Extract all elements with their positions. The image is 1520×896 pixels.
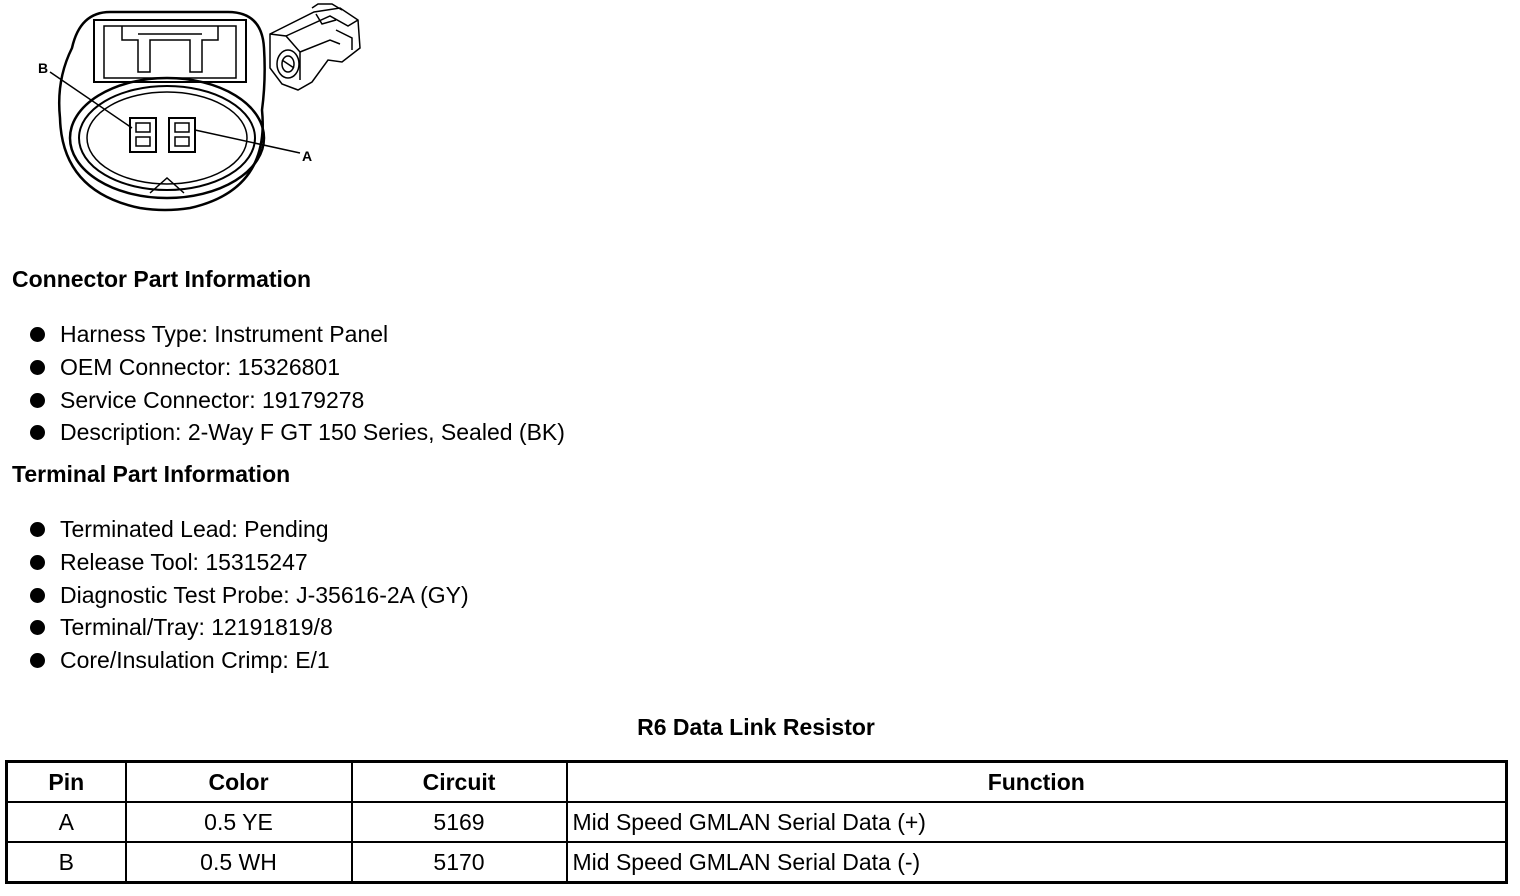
leader-line-b — [50, 72, 132, 128]
connector-isometric-view — [270, 4, 360, 90]
bullet-icon — [30, 555, 45, 570]
list-item: Terminated Lead: Pending — [10, 513, 469, 546]
bullet-icon — [30, 327, 45, 342]
pin-label-a: A — [302, 148, 313, 164]
connector-part-heading: Connector Part Information — [12, 266, 312, 292]
function-cell: Mid Speed GMLAN Serial Data (+) — [567, 802, 1507, 842]
column-header-function: Function — [567, 762, 1507, 803]
list-item: Service Connector: 19179278 — [10, 384, 565, 417]
connector-part-list — [10, 318, 565, 449]
column-header-circuit: Circuit — [352, 762, 567, 803]
circuit-cell: 5170 — [352, 842, 567, 883]
list-item: Release Tool: 15315247 — [10, 546, 469, 579]
list-item: Harness Type: Instrument Panel — [10, 318, 565, 351]
cavity-a — [169, 118, 195, 152]
table-row — [7, 802, 1507, 842]
bullet-icon — [30, 425, 45, 440]
list-item: Diagnostic Test Probe: J-35616-2A (GY) — [10, 579, 469, 612]
list-item: Core/Insulation Crimp: E/1 — [10, 644, 469, 677]
bullet-icon — [30, 360, 45, 375]
pin-table — [5, 760, 1508, 884]
pin-cell: A — [7, 802, 126, 842]
column-header-color: Color — [126, 762, 352, 803]
cavity-b — [130, 118, 156, 152]
bullet-icon — [30, 522, 45, 537]
terminal-part-heading: Terminal Part Information — [12, 461, 291, 487]
leader-line-a — [195, 130, 300, 153]
terminal-part-list — [10, 513, 469, 677]
color-cell: 0.5 WH — [126, 842, 352, 883]
pin-label-b: B — [38, 60, 49, 76]
list-item: Description: 2-Way F GT 150 Series, Sealed (BK) — [10, 416, 565, 449]
color-cell: 0.5 YE — [126, 802, 352, 842]
table-title: R6 Data Link Resistor — [637, 714, 875, 740]
bullet-icon — [30, 653, 45, 668]
pin-cell: B — [7, 842, 126, 883]
bullet-icon — [30, 620, 45, 635]
table-header-row — [7, 762, 1507, 803]
circuit-cell: 5169 — [352, 802, 567, 842]
column-header-pin: Pin — [7, 762, 126, 803]
list-item: Terminal/Tray: 12191819/8 — [10, 611, 469, 644]
bullet-icon — [30, 588, 45, 603]
table-row — [7, 842, 1507, 883]
connector-diagram — [0, 0, 380, 220]
list-item: OEM Connector: 15326801 — [10, 351, 565, 384]
function-cell: Mid Speed GMLAN Serial Data (-) — [567, 842, 1507, 883]
bullet-icon — [30, 393, 45, 408]
